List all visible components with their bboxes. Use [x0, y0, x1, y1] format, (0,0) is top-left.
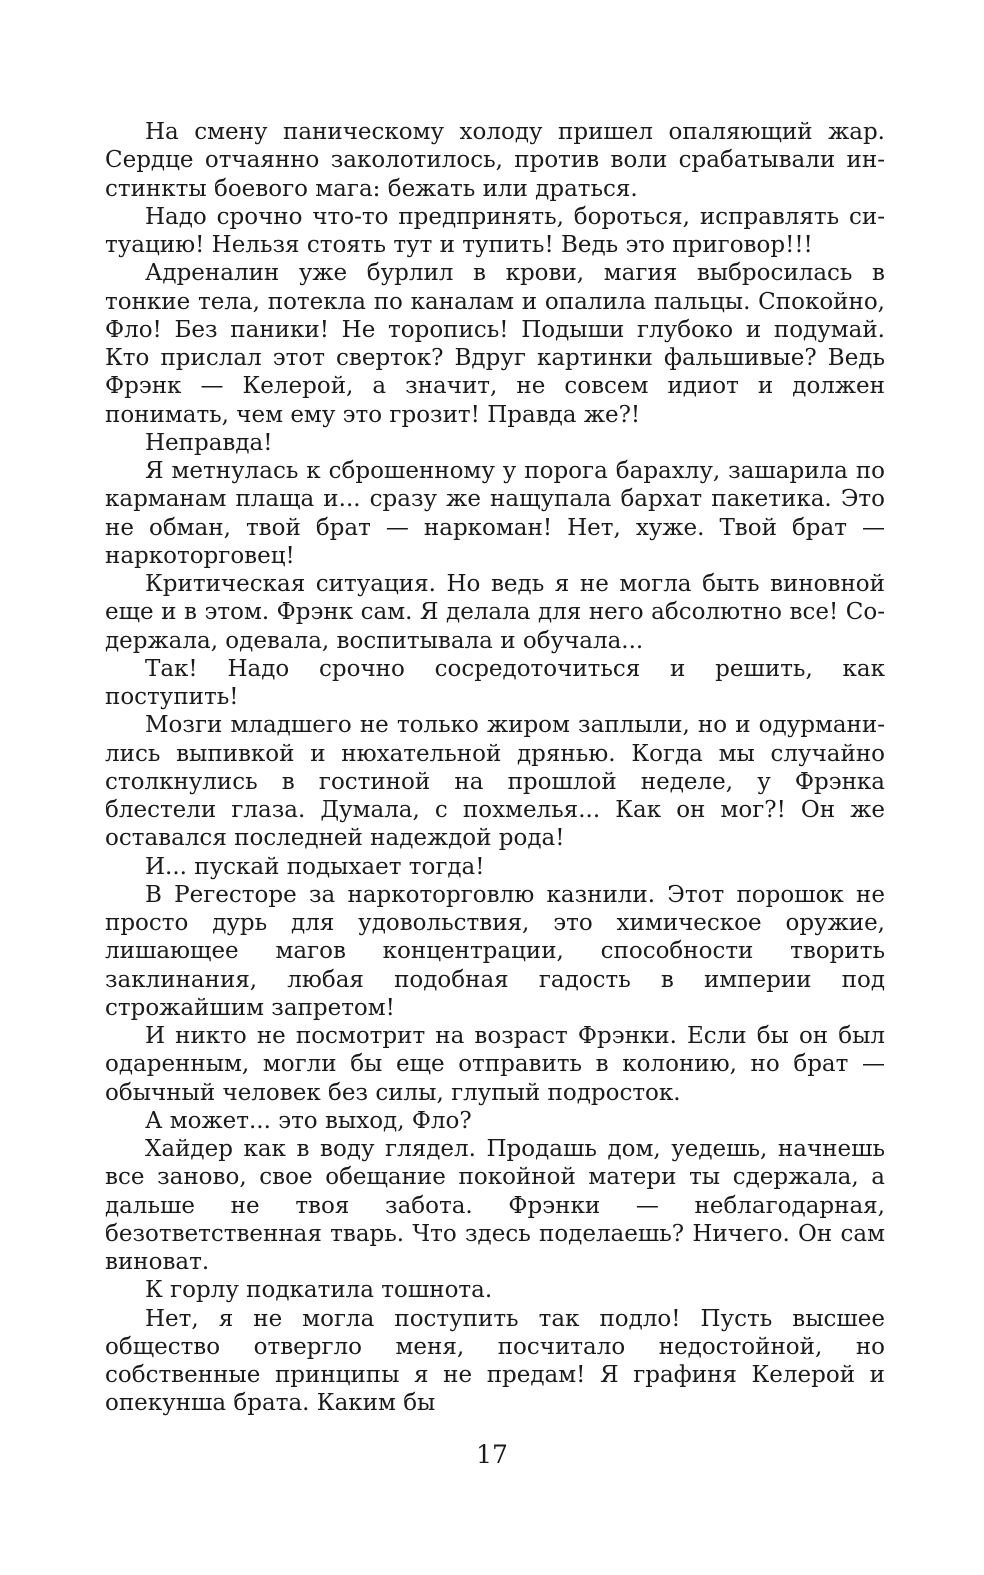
paragraph: В Регесторе за наркоторговлю казнили. Этот порошок не просто дурь для удовольствия, это химическое оружие, лишающее магов концентрации, способности творить заклинания, любая подобная гадость в империи под строжайшим запретом! — [105, 881, 885, 1021]
paragraph: Адреналин уже бурлил в крови, магия выбросилась в тонкие тела, потекла по каналам и опалила пальцы. Спокойно, Фло! Без паники! Не торопись! Подыши глубоко и подумай. Кто прислал этот сверток? Вдруг картинки фальшивые? Ведь Фрэнк — Келерой, а значит, не совсем идиот и должен понимать, чем ему это грозит! Правда же?! — [105, 260, 885, 428]
paragraph: И никто не посмотрит на возраст Фрэнки. Если бы он был одаренным, могли бы еще отправить в колонию, но брат — обычный человек без силы, глупый подросток. — [105, 1023, 885, 1106]
body-text — [105, 118, 885, 1418]
paragraph: Хайдер как в воду глядел. Продашь дом, уедешь, начнешь все заново, свое обещание покойной матери ты сдержала, а дальше не твоя забота. Фрэнки — неблагодарная, безответственная тварь. Что здесь поделаешь? Ничего. Он сам виноват. — [105, 1136, 885, 1275]
paragraph: На смену паническому холоду пришел опаляющий жар. Сердце отчаянно заколотилось, против воли срабатывали инстинкты боевого мага: бежать или драться. — [105, 119, 885, 202]
paragraph: Нет, я не могла поступить так подло! Пусть высшее общество отвергло меня, посчитало недостойной, но собственные принципы я не предам! Я графиня Келерой и опекунша брата. Каким бы — [105, 1305, 885, 1417]
page-number: 17 — [476, 1440, 508, 1469]
paragraph: Критическая ситуация. Но ведь я не могла быть виновной еще и в этом. Фрэнк сам. Я делала для него абсолютно все! Содержала, одевала, воспитывала и обучала... — [105, 571, 885, 654]
paragraph: К горлу подкатила тошнота. — [145, 1277, 493, 1304]
paragraph: Неправда! — [145, 429, 273, 456]
paragraph: А может... это выход, Фло? — [145, 1107, 472, 1134]
paragraph: Так! Надо срочно сосредоточиться и решить, как поступить! — [105, 655, 885, 710]
paragraph: Я метнулась к сброшенному у порога барахлу, зашарила по карманам плаща и... сразу же нащупала бархат пакетика. Это не обман, твой брат — наркоман! Нет, хуже. Твой брат — наркоторговец! — [105, 458, 885, 569]
paragraph: Надо срочно что-то предпринять, бороться, исправлять ситуацию! Нельзя стоять тут и тупить! Ведь это приговор!!! — [105, 203, 885, 258]
paragraph: Мозги младшего не только жиром заплыли, но и одурманились выпивкой и нюхательной дрянью. Когда мы случайно столкнулись в гостиной на прошлой неделе, у Фрэнка блестели глаза. Думала, с похмелья... Как он мог?! Он же оставался последней надеждой рода! — [105, 712, 885, 852]
paragraph: И... пускай подыхает тогда! — [145, 853, 485, 880]
